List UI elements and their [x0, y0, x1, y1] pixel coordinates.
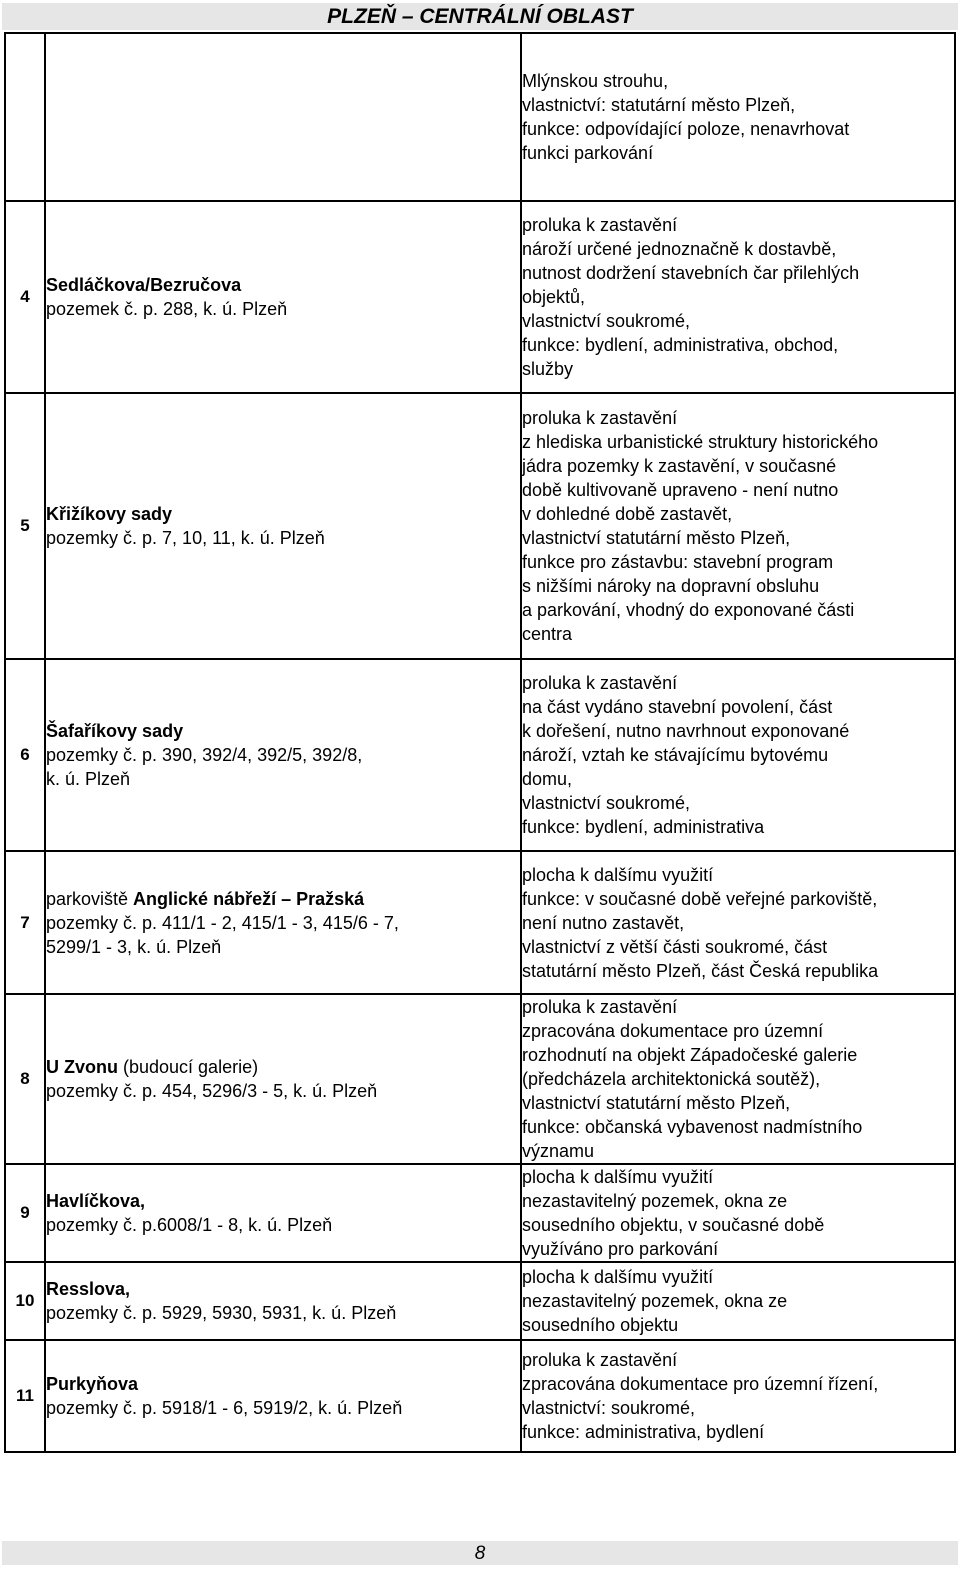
location-detail: pozemky č. p. 5929, 5930, 5931, k. ú. Plzeň	[46, 1303, 397, 1323]
page-title: PLZEŇ – CENTRÁLNÍ OBLAST	[327, 5, 633, 28]
description-line: plocha k dalšímu využití	[522, 1267, 714, 1287]
description-line: funkce: bydlení, administrativa, obchod,	[522, 335, 839, 355]
location-cell	[45, 1164, 521, 1262]
description-line: z hlediska urbanistické struktury historického	[522, 432, 879, 452]
location-name-line	[46, 273, 520, 297]
location-cell	[45, 1262, 521, 1340]
description-line: služby	[522, 359, 574, 379]
description-line: nároží určené jednoznačně k dostavbě,	[522, 239, 837, 259]
description-line: plocha k dalšímu využití	[522, 1167, 714, 1187]
table-row	[5, 994, 955, 1164]
location-name-line	[46, 887, 520, 911]
row-number: 4	[5, 201, 45, 393]
description-cell	[521, 201, 955, 393]
location-detail: pozemky č. p. 454, 5296/3 - 5, k. ú. Plzeň	[46, 1081, 378, 1101]
description-line: domu,	[522, 769, 573, 789]
location-prefix: parkoviště	[46, 888, 134, 909]
description-line: nároží, vztah ke stávajícímu bytovému	[522, 745, 829, 765]
description-line: sousedního objektu, v současné době	[522, 1215, 825, 1235]
description-cell	[521, 393, 955, 659]
description-line: nezastavitelný pozemek, okna ze	[522, 1291, 788, 1311]
row-number: 6	[5, 659, 45, 851]
description-line: není nutno zastavět,	[522, 912, 685, 933]
location-detail: pozemky č. p. 7, 10, 11, k. ú. Plzeň	[46, 528, 325, 548]
location-name: Šafaříkovy sady	[46, 721, 184, 741]
description-line: funkce: administrativa, bydlení	[522, 1422, 765, 1442]
description-line: centra	[522, 624, 573, 644]
location-cell	[45, 659, 521, 851]
description-line: vlastnictví: soukromé,	[522, 1398, 696, 1418]
location-name-line	[46, 1055, 520, 1079]
description-line: objektů,	[522, 287, 586, 307]
description-line: funkce: bydlení, administrativa	[522, 817, 765, 837]
location-cell	[45, 201, 521, 393]
location-cell	[45, 851, 521, 994]
description-line: vlastnictví statutární město Plzeň,	[522, 528, 791, 548]
location-name: Sedláčkova/Bezručova	[46, 275, 242, 295]
location-detail: pozemky č. p. 5918/1 - 6, 5919/2, k. ú. Plzeň	[46, 1398, 403, 1418]
table-row	[5, 851, 955, 994]
row-number: 5	[5, 393, 45, 659]
location-name-line	[46, 1189, 520, 1213]
location-name-line	[46, 502, 520, 526]
description-line: funkce: občanská vybavenost nadmístního	[522, 1117, 863, 1137]
description-line: zpracována dokumentace pro územní řízení,	[522, 1374, 879, 1394]
location-detail: 5299/1 - 3, k. ú. Plzeň	[46, 936, 222, 957]
description-cell	[521, 1340, 955, 1452]
description-line: funkce: odpovídající poloze, nenavrhovat	[522, 119, 850, 139]
table-row	[5, 659, 955, 851]
table-row	[5, 1164, 955, 1262]
row-number: 7	[5, 851, 45, 994]
description-line: vlastnictví soukromé,	[522, 793, 691, 813]
location-name: U Zvonu	[46, 1057, 118, 1077]
location-cell	[45, 33, 521, 201]
row-number	[5, 33, 45, 201]
description-line: proluka k zastavění	[522, 673, 678, 693]
table-row	[5, 393, 955, 659]
location-name-line	[46, 1277, 520, 1301]
description-line: plocha k dalšímu využití	[522, 864, 714, 885]
description-line: využíváno pro parkování	[522, 1239, 719, 1259]
location-detail: pozemky č. p.6008/1 - 8, k. ú. Plzeň	[46, 1215, 333, 1235]
row-number: 11	[5, 1340, 45, 1452]
description-line: nutnost dodržení stavebních čar přilehlých	[522, 263, 860, 283]
description-line: (předcházela architektonická soutěž),	[522, 1069, 821, 1089]
description-line: významu	[522, 1141, 595, 1161]
description-line: funkci parkování	[522, 143, 654, 163]
table-row	[5, 33, 955, 201]
row-number: 9	[5, 1164, 45, 1262]
location-name: Havlíčkova,	[46, 1191, 146, 1211]
plots-table-body	[5, 33, 955, 1452]
description-line: v dohledné době zastavět,	[522, 504, 733, 524]
page-number: 8	[474, 1543, 486, 1564]
location-name-note: (budoucí galerie)	[118, 1057, 259, 1077]
description-line: vlastnictví statutární město Plzeň,	[522, 1093, 791, 1113]
plots-table	[4, 32, 956, 1453]
description-line: funkce pro zástavbu: stavební program	[522, 552, 834, 572]
location-detail: k. ú. Plzeň	[46, 769, 131, 789]
description-line: vlastnictví: statutární město Plzeň,	[522, 95, 796, 115]
row-number: 10	[5, 1262, 45, 1340]
description-line: funkce: v současné době veřejné parkoviště,	[522, 888, 878, 909]
location-name: Purkyňova	[46, 1374, 139, 1394]
table-row	[5, 1262, 955, 1340]
location-detail: pozemky č. p. 411/1 - 2, 415/1 - 3, 415/6 - 7,	[46, 912, 399, 933]
location-detail: pozemky č. p. 390, 392/4, 392/5, 392/8,	[46, 745, 363, 765]
location-name: Anglické nábřeží – Pražská	[133, 888, 365, 909]
description-line: Mlýnskou strouhu,	[522, 71, 669, 91]
description-cell	[521, 1164, 955, 1262]
row-number: 8	[5, 994, 45, 1164]
location-cell	[45, 994, 521, 1164]
description-line: vlastnictví z větší části soukromé, část	[522, 936, 828, 957]
location-detail: pozemek č. p. 288, k. ú. Plzeň	[46, 299, 288, 319]
location-cell	[45, 393, 521, 659]
description-line: sousedního objektu	[522, 1315, 679, 1335]
description-cell	[521, 851, 955, 994]
description-line: proluka k zastavění	[522, 408, 678, 428]
location-name-line	[46, 1372, 520, 1396]
description-line: vlastnictví soukromé,	[522, 311, 691, 331]
description-line: jádra pozemky k zastavění, v současné	[522, 456, 837, 476]
location-cell	[45, 1340, 521, 1452]
description-line: k dořešení, nutno navrhnout exponované	[522, 721, 850, 741]
description-line: proluka k zastavění	[522, 215, 678, 235]
description-line: proluka k zastavění	[522, 997, 678, 1017]
table-row	[5, 1340, 955, 1452]
description-cell	[521, 33, 955, 201]
description-cell	[521, 659, 955, 851]
location-name-line	[46, 719, 520, 743]
description-line: a parkování, vhodný do exponované části	[522, 600, 855, 620]
description-line: nezastavitelný pozemek, okna ze	[522, 1191, 788, 1211]
table-row	[5, 201, 955, 393]
description-line: proluka k zastavění	[522, 1350, 678, 1370]
description-cell	[521, 994, 955, 1164]
location-name: Křižíkovy sady	[46, 504, 173, 524]
description-line: zpracována dokumentace pro územní	[522, 1021, 824, 1041]
description-line: na část vydáno stavební povolení, část	[522, 697, 833, 717]
description-cell	[521, 1262, 955, 1340]
description-line: statutární město Plzeň, část Česká republika	[522, 960, 879, 981]
description-line: době kultivovaně upraveno - není nutno	[522, 480, 839, 500]
description-line: s nižšími nároky na dopravní obsluhu	[522, 576, 820, 596]
description-line: rozhodnutí na objekt Západočeské galerie	[522, 1045, 858, 1065]
location-name: Resslova,	[46, 1279, 131, 1299]
